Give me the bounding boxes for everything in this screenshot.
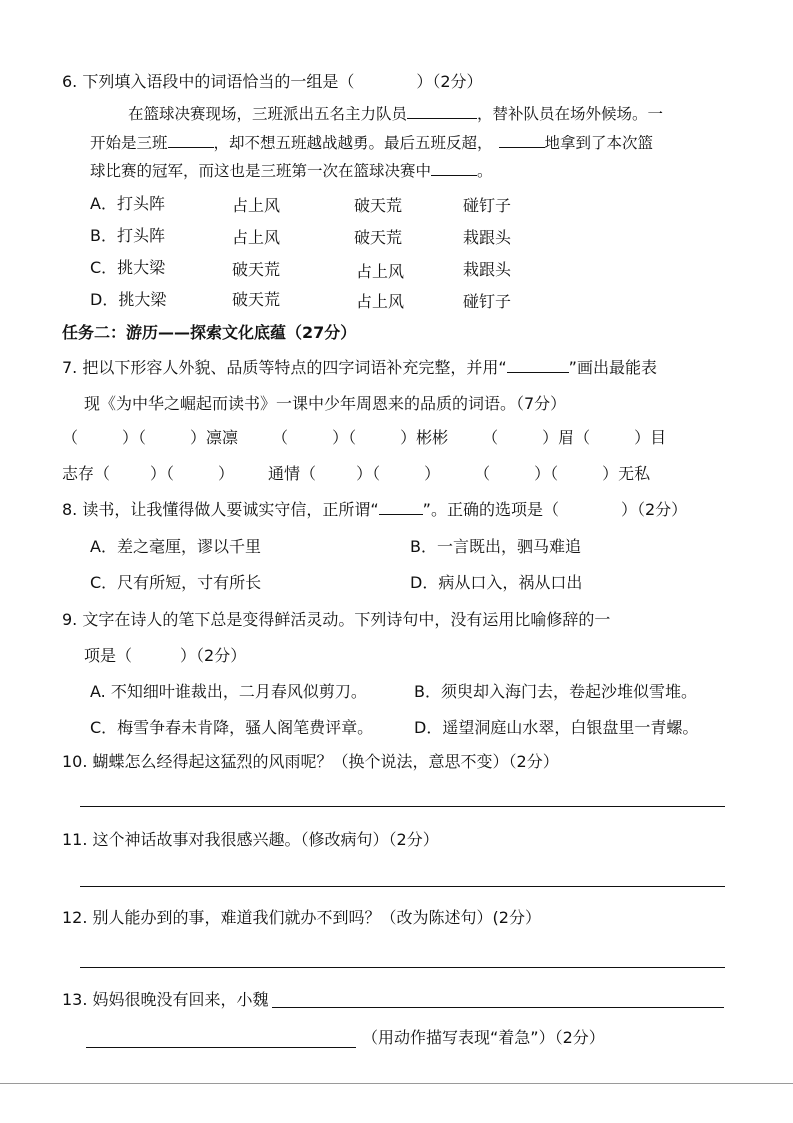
q6-blank-3[interactable]	[499, 133, 545, 148]
q7-blank-open[interactable]: （	[474, 464, 491, 483]
q6-option-d[interactable]	[90, 290, 166, 310]
q12-answer-line[interactable]	[80, 967, 725, 968]
q6-option-b[interactable]	[90, 226, 165, 246]
q8-option-a[interactable]: A．差之毫厘，谬以千里	[90, 537, 261, 556]
q9-option-d[interactable]: D．遥望洞庭山水翠，白银盘里一青螺。	[414, 718, 699, 737]
q6-option-b-word2: 占上风	[232, 228, 281, 247]
q13-answer-line-2[interactable]	[86, 1047, 356, 1048]
q7-underline-sample	[507, 358, 569, 373]
q6-option-c[interactable]	[90, 258, 165, 278]
q6-blank-4[interactable]	[431, 161, 477, 176]
q7-row-1	[62, 428, 666, 448]
q7-blank-close[interactable]: ）	[218, 464, 235, 483]
page-bottom-rule	[0, 1083, 793, 1084]
q6-option-a-word3: 破天荒	[354, 196, 403, 215]
option-label: D．挑大梁	[90, 290, 167, 309]
option-label: A．打头阵	[90, 194, 165, 213]
q7-blank[interactable]: ）（	[150, 464, 175, 483]
q10-answer-line[interactable]	[80, 806, 725, 807]
q7-idiom-tail: ）彬彬	[400, 428, 449, 447]
q13-instruction: （用动作描写表现“着急”）（2分）	[362, 1028, 605, 1047]
q11-stem: 11. 这个神话故事对我很感兴趣。（修改病句）（2分）	[62, 830, 439, 849]
option-label: C．挑大梁	[90, 258, 166, 277]
q8-option-c[interactable]: C．尺有所短，寸有所长	[90, 573, 262, 592]
q6-option-a[interactable]	[90, 194, 165, 214]
q6-option-d-word4: 碰钉子	[463, 292, 512, 311]
q8-option-b[interactable]: B．一言既出，驷马难追	[410, 537, 581, 556]
q8-stem-text: 8. 读书，让我懂得做人要诚实守信，正所谓“	[62, 500, 379, 519]
q8-points: ）（2分）	[620, 500, 688, 519]
q7-blank-open[interactable]: （	[62, 428, 79, 447]
q6-stem-text: 6. 下列填入语段中的词语恰当的一组是（	[62, 72, 355, 91]
q7-stem-line-2: 现《为中华之崛起而读书》一课中少年周恩来的品质的词语。（7分）	[84, 394, 567, 413]
q12-stem: 12. 别人能办到的事，难道我们就办不到吗？（改为陈述句）(2分）	[62, 908, 541, 927]
q7-stem-text: 7. 把以下形容人外貌、品质等特点的四字词语补充完整，并用“	[62, 358, 507, 377]
q13-stem: 13. 妈妈很晚没有回来，小魏	[62, 990, 269, 1009]
q7-blank-open[interactable]: （	[272, 428, 289, 447]
q7-blank[interactable]: ）（	[356, 464, 381, 483]
q7-idiom-tail: ）无私	[602, 464, 651, 483]
q6-passage-text: ，替补队员在场外候场。一	[477, 105, 664, 123]
q7-idiom-head: 志存（	[62, 464, 111, 483]
q6-points: ）（2分）	[416, 72, 483, 91]
q6-option-a-word2: 占上风	[232, 196, 281, 215]
q6-option-a-word4: 碰钉子	[463, 196, 512, 215]
q7-blank[interactable]: ）（	[332, 428, 357, 447]
q6-option-c-word2: 破天荒	[232, 260, 281, 279]
q7-blank-open[interactable]: （	[482, 428, 499, 447]
q6-option-b-word4: 栽跟头	[463, 228, 512, 247]
q6-passage-text: ，却不想五班越战越勇。最后五班反超，	[213, 134, 493, 152]
q9-option-c[interactable]: C．梅雪争春未肯降，骚人阁笔费评章。	[90, 718, 374, 737]
q6-option-c-word4: 栽跟头	[463, 260, 512, 279]
q10-stem: 10. 蝴蝶怎么经得起这猛烈的风雨呢？（换个说法，意思不变）（2分）	[62, 752, 559, 771]
q6-option-d-word3: 占上风	[356, 292, 405, 311]
q9-option-a[interactable]: A. 不知细叶谁裁出，二月春风似剪刀。	[90, 682, 367, 701]
q9-option-b[interactable]: B．须臾却入海门去，卷起沙堆似雪堆。	[414, 682, 697, 701]
q6-blank-1[interactable]	[407, 104, 477, 119]
q6-passage-text: 。	[477, 162, 493, 180]
q6-passage-text: 开始是三班	[90, 134, 168, 152]
q7-row-2	[62, 464, 650, 484]
q7-blank[interactable]: ）（	[534, 464, 559, 483]
q6-passage-line-3	[90, 161, 493, 181]
q7-blank-close[interactable]: ）	[424, 464, 441, 483]
q9-stem-line-1: 9. 文字在诗人的笔下总是变得鲜活灵动。下列诗句中，没有运用比喻修辞的一	[62, 610, 611, 629]
q6-option-c-word3: 占上风	[356, 262, 405, 281]
task2-heading: 任务二：游历——探索文化底蕴（27分）	[62, 323, 357, 342]
q11-answer-line[interactable]	[80, 886, 725, 887]
q9-stem-line-2	[84, 646, 246, 666]
q6-passage-line-2	[90, 133, 653, 153]
q7-blank[interactable]: ）眉（	[542, 428, 591, 447]
q8-stem-text: ”。正确的选项是（	[422, 500, 559, 519]
q13-answer-line-1[interactable]	[272, 1007, 724, 1008]
q7-idiom-tail: ）凛凛	[190, 428, 239, 447]
q6-passage-text: 球比赛的冠军，而这也是三班第一次在篮球决赛中	[90, 162, 432, 180]
q6-option-d-word2: 破天荒	[232, 290, 281, 309]
q6-blank-2[interactable]	[168, 133, 214, 148]
q9-points: ）（2分）	[180, 646, 247, 665]
q6-passage-text: 在篮球决赛现场，三班派出五名主力队员	[128, 105, 408, 123]
q7-blank[interactable]: ）（	[122, 428, 147, 447]
q7-stem-line-1	[62, 358, 657, 378]
q8-blank[interactable]	[379, 500, 423, 515]
q9-stem-text: 项是（	[84, 646, 133, 665]
q6-passage-text: 地拿到了本次篮	[544, 134, 654, 152]
q7-stem-text: ”画出最能表	[568, 358, 657, 377]
q6-passage-line-1	[128, 104, 663, 124]
q8-option-d[interactable]: D．病从口入，祸从口出	[410, 573, 583, 592]
option-label: B．打头阵	[90, 226, 165, 245]
q6-option-b-word3: 破天荒	[354, 228, 403, 247]
q6-stem	[62, 72, 483, 92]
q8-stem	[62, 500, 687, 520]
q7-idiom-head: 通情（	[268, 464, 317, 483]
q7-idiom-tail: ）目	[634, 428, 667, 447]
